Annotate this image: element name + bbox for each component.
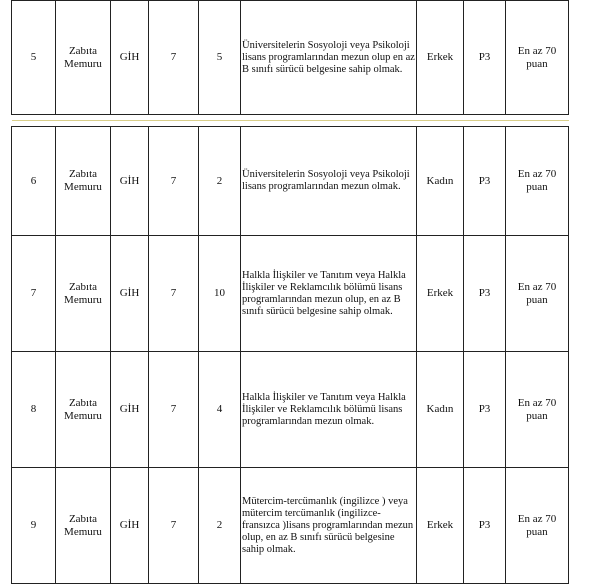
row-number: 7 bbox=[12, 236, 56, 352]
min-score: En az 70 puan bbox=[506, 468, 569, 584]
class-group: GİH bbox=[111, 352, 149, 468]
row-number: 5 bbox=[12, 1, 56, 115]
qualification: Halkla İlişkiler ve Tanıtım veya Halkla İlişkiler ve Reklamcılık bölümü lisans programlarından mezun olmak. bbox=[241, 352, 417, 468]
min-score: En az 70 puan bbox=[506, 352, 569, 468]
gender: Kadın bbox=[417, 127, 464, 236]
positions-table bbox=[11, 0, 569, 584]
position-count: 2 bbox=[199, 468, 241, 584]
page-break bbox=[12, 115, 569, 127]
grade: 7 bbox=[149, 352, 199, 468]
kpss-type: P3 bbox=[464, 1, 506, 115]
class-group: GİH bbox=[111, 468, 149, 584]
min-score: En az 70 puan bbox=[506, 236, 569, 352]
row-number: 9 bbox=[12, 468, 56, 584]
grade: 7 bbox=[149, 236, 199, 352]
kpss-type: P3 bbox=[464, 468, 506, 584]
grade: 7 bbox=[149, 127, 199, 236]
position-title: Zabıta Memuru bbox=[56, 127, 111, 236]
gender: Erkek bbox=[417, 1, 464, 115]
position-count: 4 bbox=[199, 352, 241, 468]
row-number: 6 bbox=[12, 127, 56, 236]
position-count: 10 bbox=[199, 236, 241, 352]
grade: 7 bbox=[149, 468, 199, 584]
grade: 7 bbox=[149, 1, 199, 115]
position-title: Zabıta Memuru bbox=[56, 352, 111, 468]
min-score: En az 70 puan bbox=[506, 1, 569, 115]
gender: Kadın bbox=[417, 352, 464, 468]
min-score: En az 70 puan bbox=[506, 127, 569, 236]
qualification: Halkla İlişkiler ve Tanıtım veya Halkla İlişkiler ve Reklamcılık bölümü lisans programlarından mezun olup, en az B sınıfı sürücü belgesine sahip olmak. bbox=[241, 236, 417, 352]
position-count: 5 bbox=[199, 1, 241, 115]
position-count: 2 bbox=[199, 127, 241, 236]
row-number: 8 bbox=[12, 352, 56, 468]
kpss-type: P3 bbox=[464, 352, 506, 468]
class-group: GİH bbox=[111, 236, 149, 352]
page-break-line bbox=[12, 120, 569, 121]
table-row bbox=[12, 127, 569, 236]
position-title: Zabıta Memuru bbox=[56, 468, 111, 584]
table-row bbox=[12, 236, 569, 352]
kpss-type: P3 bbox=[464, 127, 506, 236]
qualification: Üniversitelerin Sosyoloji veya Psikoloji lisans programlarından mezun olmak. bbox=[241, 127, 417, 236]
class-group: GİH bbox=[111, 127, 149, 236]
table-row bbox=[12, 1, 569, 115]
position-title: Zabıta Memuru bbox=[56, 1, 111, 115]
qualification: Mütercim-tercümanlık (ingilizce ) veya mütercim tercümanlık (ingilizce-fransızca )lisans programlarından mezun olup, en az B sınıfı sürücü belgesine sahip olmak. bbox=[241, 468, 417, 584]
table-row bbox=[12, 352, 569, 468]
class-group: GİH bbox=[111, 1, 149, 115]
qualification: Üniversitelerin Sosyoloji veya Psikoloji lisans programlarından mezun olup en az B sınıfı sürücü belgesine sahip olmak. bbox=[241, 1, 417, 115]
kpss-type: P3 bbox=[464, 236, 506, 352]
gender: Erkek bbox=[417, 468, 464, 584]
table-row bbox=[12, 468, 569, 584]
gender: Erkek bbox=[417, 236, 464, 352]
position-title: Zabıta Memuru bbox=[56, 236, 111, 352]
